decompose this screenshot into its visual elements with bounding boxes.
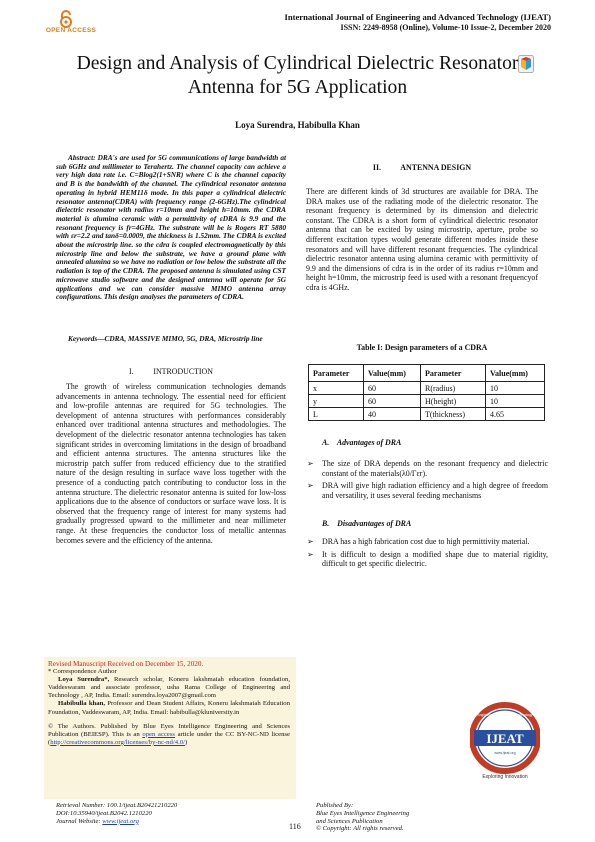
table-header-cell: Parameter	[421, 365, 486, 382]
correspondence-note: * Correspondence Author	[48, 668, 117, 676]
list-item-text: DRA will give high radiation efficiency and a high degree of freedom and versatility, it uses several feeding mechanisms	[322, 481, 548, 500]
footnote	[48, 660, 290, 747]
list-item-text: The size of DRA depends on the resonant frequency and dielectric constant of the materials(λ0/Γεr).	[322, 459, 548, 478]
journal-website-link[interactable]: www.ijeat.org	[102, 817, 139, 825]
author2-text: Professor and Dean Student Affairs, Koneru lakshmaiah Education Foundation, Vaddeswaram, AP, India. Email: habibulla@kluniversity.in	[48, 700, 290, 716]
revised-manuscript-note: Revised Manuscript Received on December 15, 2020.	[48, 660, 204, 668]
ijeat-ring-text: Engineering and Advanced Technology	[477, 713, 533, 717]
table-header-cell: Parameter	[309, 365, 364, 382]
page-number: 116	[289, 822, 301, 831]
license-link[interactable]: http://creativecommons.org/licenses/by-nc-nd/4.0/	[50, 738, 185, 746]
license-text-c: )	[184, 738, 188, 746]
table-header-row	[309, 365, 545, 382]
table-header-cell: Value(mm)	[486, 365, 545, 382]
table-cell: y	[309, 395, 364, 408]
table-cell: R(radius)	[421, 382, 486, 395]
arrow-bullet-icon: ➢	[307, 549, 314, 559]
publisher-line-2: and Sciences Publication	[316, 817, 383, 825]
disadvantages-heading: B. Disadvantages of DRA	[322, 519, 412, 528]
abstract-label: Abstract:	[68, 153, 96, 162]
footer-right	[316, 802, 409, 833]
list-item-text: It is difficult to design a modified shape due to material rigidity, difficult to get specific dielectric.	[322, 549, 548, 569]
list-item	[306, 459, 548, 478]
journal-issn: ISSN: 2249-8958 (Online), Volume-10 Issue-2, December 2020	[340, 23, 551, 32]
open-access-link[interactable]: open access	[142, 730, 175, 738]
retrieval-number: Retrieval Number: 100.1/ijeat.B20421210220	[56, 802, 178, 809]
introduction-paragraph: The growth of wireless communication technologies demands advancements in antenna technology. The essential need for efficient and low-profile antennas are required for 5G technologies. The development of antenna structures with performances considerably enhanced over traditional antenna structures and methodologies. The development of the dielectric resonator antenna technologies has taken significant strides in overcoming limitations in the design of broadband and efficient antenna structures. The antenna structures like the microstrip patch suffer from reduced efficiency due to the stratified nature of the design resulting in surface wave loss together with the presence of a conducting patch contributing to conductor loss in the antenna structure. The dielectric resonator antenna is suited for low-loss applications due to the absence of conductors or surface wave loss. It is observed that the frequency range of interest for many systems had gradually progressed upward to the millimeter and near millimeter range. At these frequencies the conductor loss of metallic antennas becomes severe and the efficiency of the antenna.	[56, 382, 286, 545]
list-item	[306, 481, 548, 500]
author1-name: Loya Surendra*,	[58, 676, 110, 684]
author1-text: Research scholar, Koneru lakshmaiah education foundation, Vaddeswaram and associate professor, usha Rama College of Engineering and Technology , AP, India. Email: surendra.loya2007@gmail.com	[48, 676, 290, 700]
license-text-a: © The Authors. Published by Blue Eyes Intelligence Engineering and Sciences Publication (BEIESP). This is an	[48, 722, 290, 738]
paper-title: Design and Analysis of Cylindrical Dielectric Resonator Antenna for 5G Application	[76, 53, 519, 98]
open-lock-icon	[58, 10, 74, 28]
table-cell: T(thickness)	[421, 408, 486, 421]
author2-affiliation	[48, 700, 290, 716]
advantages-list	[306, 459, 548, 503]
table-cell: 4.65	[486, 408, 545, 421]
journal-website-label: Journal Website:	[56, 817, 103, 825]
arrow-bullet-icon: ➢	[307, 459, 314, 468]
table-row	[309, 382, 545, 395]
table-cell: 40	[364, 408, 421, 421]
table-cell: 60	[364, 395, 421, 408]
table-cell: H(height)	[421, 395, 486, 408]
section-heading-introduction: I. INTRODUCTION	[129, 367, 213, 376]
footer-left	[56, 802, 177, 825]
section-heading-antenna-design: II. ANTENNA DESIGN	[372, 163, 472, 172]
paper-authors: Loya Surendra, Habibulla Khan	[235, 120, 360, 130]
crossmark-icon[interactable]	[518, 55, 534, 73]
ijeat-logo	[470, 702, 540, 780]
journal-website	[56, 818, 177, 826]
table-cell: 10	[486, 395, 545, 408]
ijeat-logo-text: IJEAT	[486, 731, 524, 746]
antenna-design-body	[306, 187, 538, 293]
list-item	[306, 537, 548, 547]
table-cell: L	[309, 408, 364, 421]
arrow-bullet-icon: ➢	[307, 481, 314, 491]
ijeat-url-text: www.ijeat.org	[494, 751, 516, 755]
license-text-b: article under the CC BY-NC-ND license (	[48, 730, 290, 746]
table-row	[309, 395, 545, 408]
author2-name: Habibulla khan,	[58, 700, 106, 708]
table-row	[309, 408, 545, 421]
abstract-text: DRA's are used for 5G communications of large bandwidth at sub 6GHz and millimeter to Terahertz. The channel capacity can achieve a very high data rate i.e. C=Blog2(1+SNR) where C is the channel capacity and B is the bandwidth of the channel. The cylindrical resonator antenna operating in hybrid HEM11δ mode. In this paper a cylindrical dielectric resonator antenna(CDRA) with frequency range (2-6GHz).The cylindrical dielectric resonator with radius r=10mm and height h=10mm. the CDRA material is alumina ceramic with a permittivity of εDRA is 9.9 and the resonant frequency is fr=4GHz. The substrate will be is Rogers RT 5880 with εr=2.2 and tanδ=0.0009, the thickness is 1.52mm. The CDRA is excited about the microstrip line. so the cdra is coupled electromagnetically by this microstrip line and below the substrate, we have a ground plane with annealed alumina so we have no radiation or low below the substrate all the radiation is top of the CDRA. The proposed antenna is simulated using CST microwave studio software and the designed antenna will operate for 5G applications and we can consider massive MIMO antenna array configurations. This design analyses the parameters of CDRA.	[56, 153, 287, 302]
table-caption: Table I: Design parameters of a CDRA	[356, 343, 488, 352]
ijeat-tagline: Exploring Innovation	[482, 774, 528, 780]
introduction-body	[56, 382, 286, 545]
antenna-design-paragraph: There are different kinds of 3d structures are available for DRA. The DRA makes use of the radiating mode of the dielectric resonator. The resonant frequency is determined by its dimension and dielectric constant. The CDRA is a short form of cylindrical dielectric resonator antenna that can be excited by using microstrip, aperture, probe so different excitation types would generate different modes inside these resonators and will have different resonant frequencies. The cylindrical dielectric resonator antenna using alumina ceramic with permittivity of 9.9 and the dimensions of cdra is in the order of its radius r=10mm and height h=10mm, the microstrip feed is used with a resonant frequencyof cdra is 4GHz.	[306, 187, 538, 292]
disadvantages-list	[306, 537, 548, 572]
table-cell: 60	[364, 382, 421, 395]
open-access-label: OPEN ACCESS	[45, 27, 97, 34]
journal-name: International Journal of Engineering and Advanced Technology (IJEAT)	[284, 12, 551, 22]
author1-affiliation	[48, 676, 290, 700]
license-statement	[48, 723, 290, 747]
doi: DOI:10.35940/ijeat.B2042.1210220	[56, 809, 152, 817]
abstract	[56, 154, 286, 302]
published-by: Published By:	[316, 802, 354, 809]
arrow-bullet-icon: ➢	[307, 537, 314, 546]
keywords	[56, 335, 286, 344]
list-item	[306, 550, 548, 569]
table-header-cell: Value(mm)	[364, 365, 421, 382]
list-item-text: DRA has a high fabrication cost due to high permittivity material.	[322, 537, 530, 546]
copyright: © Copyright: All rights reserved.	[316, 825, 404, 833]
open-access-logo	[36, 10, 106, 36]
keywords-text: CDRA, MASSIVE MIMO, 5G, DRA, Microstrip line	[104, 334, 263, 343]
keywords-label: Keywords—	[68, 334, 105, 343]
advantages-heading: A. Advantages of DRA	[322, 438, 402, 447]
publisher-line-1: Blue Eyes Intelligence Engineering	[316, 809, 410, 817]
table-cell: x	[309, 382, 364, 395]
design-parameters-table	[308, 364, 545, 421]
table-cell: 10	[486, 382, 545, 395]
